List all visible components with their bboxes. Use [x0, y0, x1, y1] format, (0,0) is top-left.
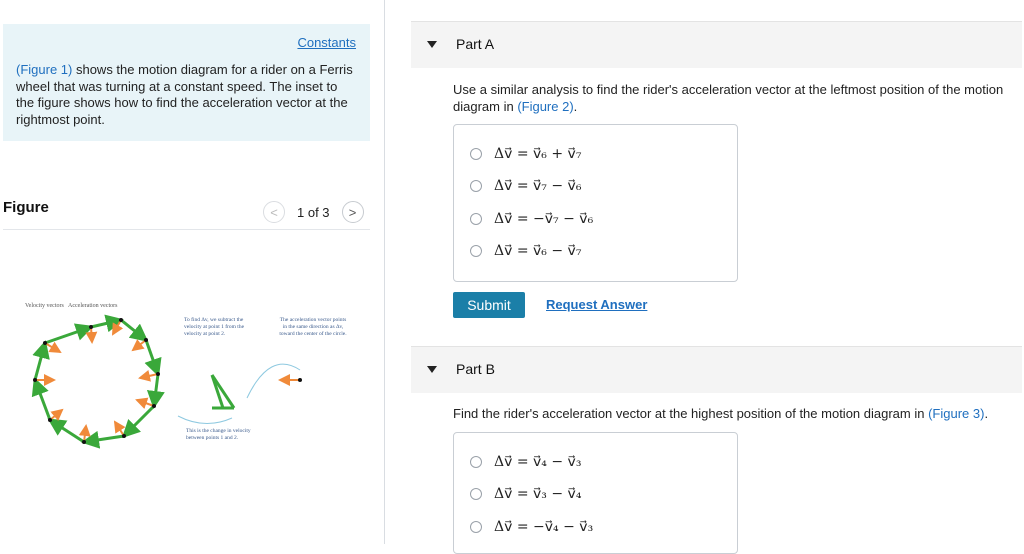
part-a-options: [453, 124, 738, 282]
intro-body: shows the motion diagram for a rider on a Ferris wheel that was turning at a constant speed. The inset to the figure shows how to find the acceleration vector at the rightmost point.: [16, 62, 353, 127]
velocity-vectors-label: Velocity vectors: [25, 303, 64, 309]
chevron-left-icon: <: [270, 204, 278, 220]
part-a-header[interactable]: [411, 21, 1022, 68]
radio-button[interactable]: [470, 245, 482, 257]
constants-link[interactable]: Constants: [297, 35, 356, 50]
figure-3-link[interactable]: (Figure 3): [928, 406, 985, 421]
inset-caption-subtract: To find Δv, we subtract the velocity at point 1 from the velocity at point 2.: [184, 317, 245, 337]
next-figure-button[interactable]: [342, 201, 364, 223]
inset-caption-change: This is the change in velocity between points 1 and 2.: [186, 428, 251, 441]
part-b-option-1[interactable]: Δv⃗ = v⃗₄ − v⃗₃: [470, 452, 581, 472]
radio-button[interactable]: [470, 521, 482, 533]
submit-button[interactable]: Submit: [453, 292, 525, 318]
figure-heading: Figure: [3, 199, 49, 216]
part-b-title: Part B: [456, 361, 495, 377]
radio-button[interactable]: [470, 488, 482, 500]
chevron-right-icon: >: [348, 204, 357, 220]
radio-button[interactable]: [470, 180, 482, 192]
part-b-question: Find the rider's acceleration vector at the highest position of the motion diagram in (Figure 3).: [453, 406, 989, 421]
collapse-triangle-icon: [427, 41, 437, 48]
radio-button[interactable]: [470, 148, 482, 160]
part-b-option-3[interactable]: Δv⃗ = −v⃗₄ − v⃗₃: [470, 517, 593, 537]
figure-page-indicator: 1 of 3: [297, 204, 330, 220]
part-b-header[interactable]: [411, 346, 1022, 393]
part-a-question: Use a similar analysis to find the rider's acceleration vector at the leftmost position of the motion diagram in (Figure 2).: [453, 82, 1004, 114]
part-b-option-2[interactable]: Δv⃗ = v⃗₃ − v⃗₄: [470, 484, 581, 504]
part-a-option-2[interactable]: Δv⃗ = v⃗₇ − v⃗₆: [470, 176, 581, 196]
left-panel: [0, 0, 384, 544]
figure-2-link[interactable]: (Figure 2): [517, 98, 574, 114]
request-answer-link[interactable]: Request Answer: [546, 297, 648, 312]
acceleration-vectors-label: Acceleration vectors: [68, 303, 118, 309]
figure-1-link[interactable]: (Figure 1): [16, 62, 73, 77]
collapse-triangle-icon: [427, 366, 437, 373]
part-b-options: [453, 432, 738, 554]
inset-vector-triangle: [178, 364, 302, 423]
divider: [3, 229, 370, 230]
prev-figure-button[interactable]: [263, 201, 285, 223]
radio-button[interactable]: [470, 213, 482, 225]
problem-intro: [3, 24, 370, 141]
figure-pager: [263, 199, 364, 225]
part-a-option-4[interactable]: Δv⃗ = v⃗₆ − v⃗₇: [470, 241, 581, 261]
part-a-title: Part A: [456, 36, 495, 52]
part-a-option-1[interactable]: Δv⃗ = v⃗₆ + v⃗₇: [470, 144, 581, 164]
ferris-wheel-motion-diagram[interactable]: [0, 290, 384, 470]
part-a-option-3[interactable]: Δv⃗ = −v⃗₇ − v⃗₆: [470, 209, 593, 229]
intro-text: [16, 62, 356, 128]
radio-button[interactable]: [470, 456, 482, 468]
right-panel: [385, 0, 1024, 544]
inset-caption-direction: The acceleration vector points in the same direction as Δv, toward the center of the circle.: [279, 317, 347, 337]
